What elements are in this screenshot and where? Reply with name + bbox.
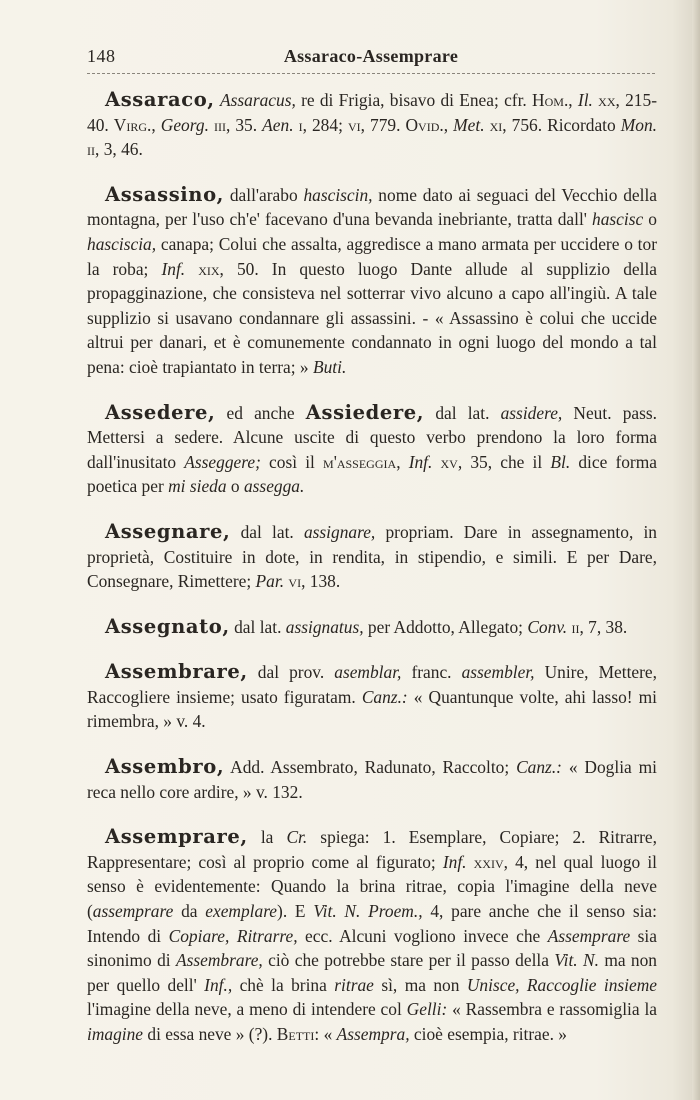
- entry-text: ciò che potrebbe stare per il passo della: [262, 950, 555, 971]
- italic-text: Inf.,: [204, 974, 233, 995]
- dictionary-entries: [87, 88, 657, 1068]
- small-caps-text: Ovid.: [405, 114, 444, 135]
- entry-text: , 779.: [360, 114, 406, 135]
- entry-headword: Assegnato,: [105, 614, 230, 638]
- italic-text: Assempra,: [336, 1024, 410, 1044]
- entry-headword: Assiedere,: [305, 400, 425, 424]
- italic-text: Canz.:: [361, 686, 408, 707]
- small-caps-text: xxiv: [473, 851, 504, 872]
- entry-text: , 4, nel qual luogo il senso è evidentemente: Quando la brina ritrae, copia l'imagine della neve (: [87, 851, 657, 922]
- entry-text: , 50. In questo luogo Dante allude al supplizio della propagginazione, che consisteva nel sotterrar vivo alcuno a capo all'ingiù. A tale supplizio si usavano condannare gli assassini. - « Assassino è colui che uccide altrui per danari, et è comunemente condannato in ogni luogo del mondo a tal pena: cioè trapiantato in terra; »: [87, 258, 657, 377]
- italic-text: Canz.:: [516, 757, 562, 778]
- italic-text: hasciscia,: [87, 233, 157, 254]
- entry-text: così il: [260, 451, 324, 472]
- small-caps-text: xv: [440, 451, 458, 472]
- italic-text: assegga.: [243, 476, 305, 497]
- small-caps-text: iii: [213, 114, 226, 135]
- italic-text: hasciscin,: [303, 184, 373, 205]
- italic-text: Copiare, Ritrarre,: [168, 925, 298, 946]
- entry-text: [185, 259, 198, 279]
- italic-text: asemblar,: [334, 662, 402, 683]
- entry-text: franc.: [401, 662, 462, 683]
- entry-headword: Assembro,: [105, 755, 225, 779]
- entry-text: da: [173, 901, 206, 922]
- page-edge-shadow: [692, 0, 700, 1100]
- small-caps-text: vi: [288, 571, 302, 592]
- entry-headword: Assembrare,: [105, 660, 248, 684]
- entry-text: ,: [568, 90, 578, 110]
- italic-text: Assemprare: [547, 925, 631, 946]
- entry-text: ,: [443, 114, 454, 135]
- entry-text: « Rassembra e rassomiglia la: [447, 999, 658, 1020]
- entry-text: re di Frigia, bisavo di Enea; cfr.: [295, 90, 533, 110]
- running-head-title: Assaraco-Assemprare: [283, 46, 459, 66]
- italic-text: imagine: [87, 1024, 144, 1044]
- italic-text: mi sieda: [168, 476, 227, 497]
- italic-text: Vit. N.: [554, 950, 599, 971]
- small-caps-text: xi: [489, 114, 503, 135]
- entry-text: ,: [396, 451, 409, 472]
- entry-headword: Assedere,: [105, 400, 216, 424]
- italic-text: assignare,: [303, 521, 376, 542]
- page-number: 148: [87, 46, 116, 66]
- entry-text: o: [226, 476, 244, 497]
- italic-text: Assembrare,: [175, 950, 263, 971]
- italic-text: assidere,: [500, 402, 563, 423]
- italic-text: Inf.: [442, 851, 467, 872]
- dictionary-entry: [87, 401, 657, 499]
- italic-text: ritrae: [334, 974, 374, 995]
- small-caps-text: i: [298, 114, 303, 135]
- entry-headword: Assassino,: [105, 182, 225, 206]
- italic-text: Buti.: [312, 356, 347, 377]
- italic-text: Cr.: [286, 827, 308, 848]
- entry-text: Add. Assembrato, Radunato, Raccolto;: [224, 757, 517, 778]
- entry-text: o: [643, 209, 657, 230]
- italic-text: Met.: [453, 114, 485, 135]
- entry-text: dal lat.: [424, 402, 501, 423]
- italic-text: exemplare: [205, 901, 278, 922]
- entry-text: Unire, Mettere, Raccogliere insieme; usato figuratam.: [87, 662, 657, 707]
- entry-text: , 284;: [302, 114, 348, 135]
- dictionary-entry: [87, 755, 657, 804]
- entry-headword: Assaraco,: [105, 88, 215, 111]
- small-caps-text: Hom.: [532, 90, 569, 110]
- entry-text: la: [247, 827, 287, 848]
- entry-text: ). E: [277, 901, 314, 922]
- italic-text: Georg.: [160, 114, 209, 135]
- entry-text: , 138.: [301, 571, 341, 592]
- entry-text: « Doglia mi reca nello core ardire, » v. 132.: [87, 757, 657, 802]
- small-caps-text: ii: [571, 616, 580, 637]
- small-caps-text: Virg.: [113, 114, 152, 135]
- entry-text: , 35.: [225, 114, 263, 135]
- entry-text: ed anche: [215, 402, 306, 423]
- entry-text: , 3, 46.: [95, 139, 143, 160]
- dictionary-entry: [87, 615, 657, 640]
- entry-text: cioè esempia, ritrae. »: [409, 1024, 567, 1044]
- entry-text: ,: [151, 114, 161, 135]
- small-caps-text: Betti: [276, 1024, 315, 1044]
- small-caps-text: xix: [198, 258, 220, 279]
- italic-text: Unisce, Raccoglie insieme: [466, 974, 658, 995]
- entry-text: ma non per quello dell': [87, 950, 658, 995]
- entry-text: , 215-40.: [87, 90, 657, 135]
- entry-text: di essa neve » (?).: [143, 1024, 277, 1044]
- entry-headword: Assemprare,: [105, 825, 248, 849]
- entry-text: « Quantunque volte, ahi lasso! mi rimembra, » v. 4.: [87, 686, 657, 732]
- small-caps-text: ii: [87, 139, 95, 160]
- entry-text: sì, ma non: [373, 974, 467, 995]
- entry-text: per Addotto, Allegato;: [363, 616, 528, 637]
- entry-text: , 7, 38.: [579, 616, 628, 637]
- entry-text: nome dato ai seguaci del Vecchio della montagna, per l'uso ch'e' facevano d'una bevanda inebriante, tratta dall': [87, 184, 657, 230]
- italic-text: Mon.: [620, 114, 657, 135]
- entry-text: , 756. Ricordato: [502, 114, 621, 135]
- running-head: [87, 42, 655, 76]
- italic-text: Aen.: [262, 114, 294, 135]
- entry-text: dall'arabo: [224, 184, 304, 205]
- italic-text: Il.: [577, 90, 593, 110]
- dictionary-entry: [87, 660, 657, 734]
- italic-text: Inf.: [408, 451, 433, 472]
- italic-text: Assaracus,: [219, 90, 296, 110]
- entry-text: Neut. pass. Mettersi a sedere. Alcune uscite di questo verbo prendono la loro forma dall'inusitato: [87, 402, 657, 472]
- italic-text: Vit. N. Proem.,: [313, 901, 423, 922]
- entry-text: , 35, che il: [457, 451, 551, 472]
- italic-text: hascisc: [592, 209, 644, 230]
- small-caps-text: vi: [347, 114, 361, 135]
- entry-text: ecc. Alcuni vogliono invece che: [297, 925, 548, 946]
- entry-text: l'imagine della neve, a meno di intendere col: [87, 999, 407, 1020]
- italic-text: assignatus,: [285, 616, 364, 637]
- small-caps-text: m'asseggia: [323, 451, 397, 472]
- italic-text: assembler,: [461, 662, 535, 683]
- italic-text: Inf.: [161, 258, 186, 279]
- italic-text: Bl.: [550, 451, 571, 472]
- entry-text: dal prov.: [247, 662, 335, 683]
- header-rule: [87, 73, 655, 74]
- entry-text: : «: [314, 1024, 337, 1044]
- italic-text: Asseggere;: [184, 451, 261, 472]
- dictionary-entry: [87, 183, 657, 380]
- dictionary-entry: [87, 88, 657, 162]
- entry-text: 4, pare anche che il senso sia: Intendo di: [87, 901, 657, 946]
- entry-text: dal lat.: [229, 616, 286, 637]
- entry-text: [467, 852, 474, 872]
- entry-text: sia sinonimo di: [87, 925, 657, 971]
- entry-text: spiega: 1. Esemplare, Copiare; 2. Ritrarre, Rappresentare; così al proprio come al figurato;: [87, 827, 657, 872]
- entry-text: [432, 452, 440, 472]
- entry-headword: Assegnare,: [105, 519, 231, 543]
- entry-text: chè la brina: [232, 974, 335, 995]
- entry-text: dice forma poetica per: [87, 451, 657, 497]
- small-caps-text: xx: [598, 90, 616, 110]
- italic-text: Conv.: [527, 616, 568, 637]
- entry-text: canapa; Colui che assalta, aggredisce a mano armata per uccidere o tor la roba;: [87, 233, 657, 279]
- entry-text: dal lat.: [230, 521, 304, 542]
- dictionary-entry: [87, 520, 657, 594]
- italic-text: assemprare: [92, 901, 174, 922]
- dictionary-entry: [87, 825, 657, 1046]
- entry-text: propriam. Dare in assegnamento, in proprietà, Costituire in dote, in rendita, in stipendio, e simili. E per Dare, Consegnare, Rimettere;: [87, 521, 657, 592]
- italic-text: Par.: [255, 571, 285, 592]
- italic-text: Gelli:: [406, 999, 448, 1020]
